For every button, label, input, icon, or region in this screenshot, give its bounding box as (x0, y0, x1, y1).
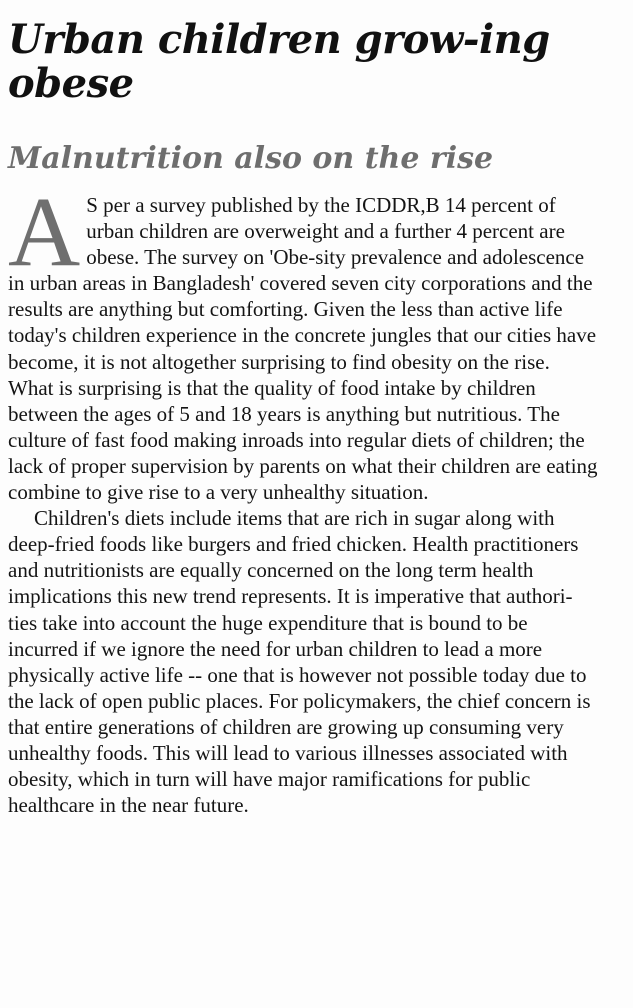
subheadline: Malnutrition also on the rise (8, 141, 494, 176)
article-body (8, 176, 600, 818)
paragraph-1-text: S per a survey published by the ICDDR,B 14 percent of urban children are overweight and a further 4 percent are obese. The survey on 'Obe-sity prevalence and adolescence in urban areas in Bangladesh' covered seven city corporations and the results are anything but comforting. Given the less than active life today's children experience in the concrete jungles that our cities have become, it is not altogether surprising to find obesity on the rise. What is surprising is that the quality of food intake by children between the ages of 5 and 18 years is anything but nutritious. The culture of fast food making inroads into regular diets of children; the lack of proper supervision by parents on what their children are eating combine to give rise to a very unhealthy situation. (8, 193, 598, 505)
paragraph-2: Children's diets include items that are rich in sugar along with deep-fried foods like burgers and fried chicken. Health practitioners and nutritionists are equally concerned on the long term health implications this new trend represents. It is imperative that authori-ties take into account the huge expenditure that is bound to be incurred if we ignore the need for urban children to lead a more physically active life -- one that is however not possible today due to the lack of open public places. For policymakers, the chief concern is that entire generations of children are growing up consuming very unhealthy foods. This will lead to various illnesses associated with obesity, which in turn will have major ramifications for public healthcare in the near future. (8, 506, 591, 818)
drop-cap: A (8, 176, 81, 287)
paragraph-1 (8, 176, 600, 505)
headline: Urban children grow-ing obese (8, 16, 550, 107)
